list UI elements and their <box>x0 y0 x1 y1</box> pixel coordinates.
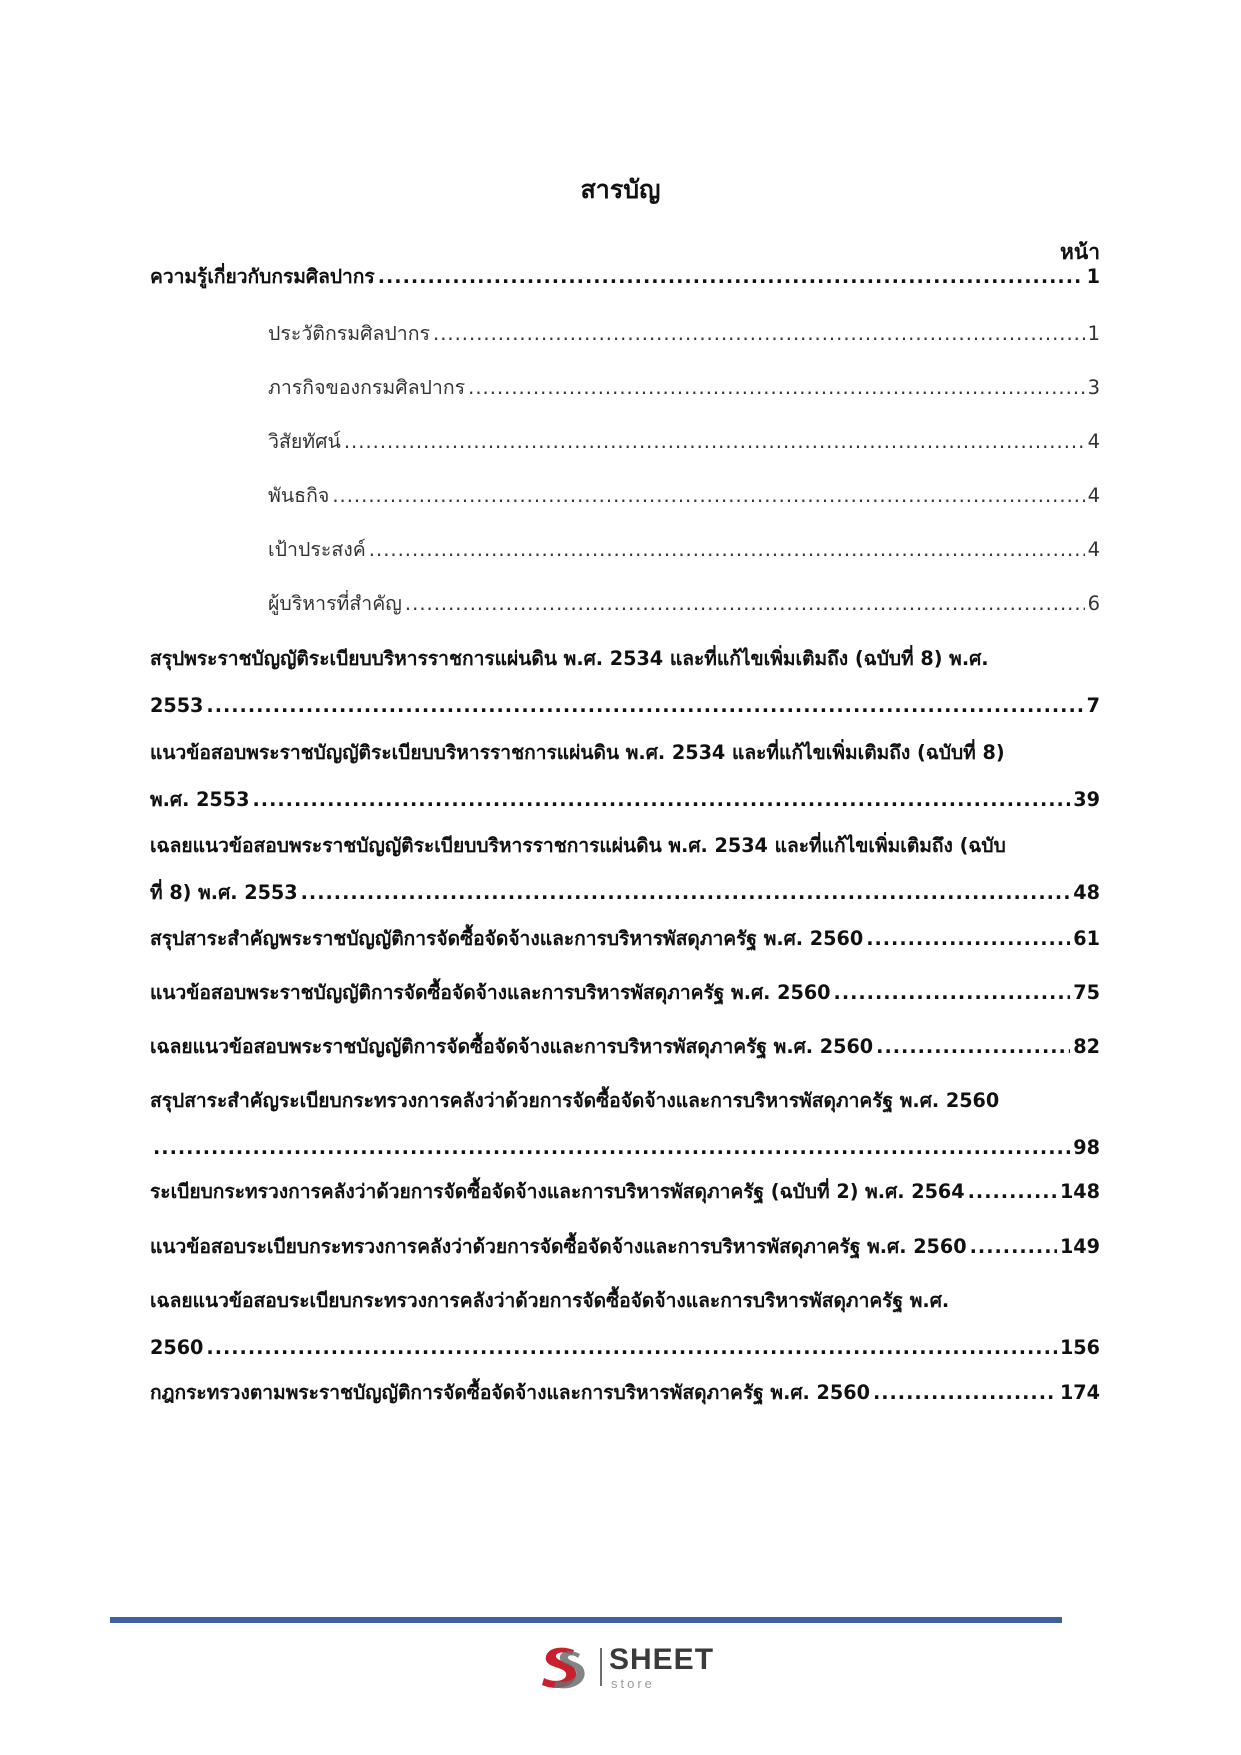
dot-leader <box>253 784 1071 816</box>
toc-entry-title: ภารกิจของกรมศิลปากร <box>268 376 466 399</box>
dot-leader <box>206 690 1083 722</box>
toc-entry-page: 3 <box>1087 376 1100 399</box>
logo-s-mark-icon <box>542 1648 585 1689</box>
toc-entry-title: ระเบียบกระทรวงการคลังว่าด้วยการจัดซื้อจัดจ้างและการบริหารพัสดุภาครัฐ (ฉบับที่ 2) พ.ศ. 2564 <box>150 1180 965 1203</box>
toc-entry-page: 82 <box>1073 1035 1100 1058</box>
toc-entry-page: 48 <box>1073 881 1100 904</box>
toc-entry-title: 2560 <box>150 1336 204 1359</box>
toc-entry-page: 1 <box>1087 322 1100 345</box>
footer-rule <box>110 1617 1062 1623</box>
toc-entry-title: เฉลยแนวข้อสอบพระราชบัญญัติระเบียบบริหารราชการแผ่นดิน พ.ศ. 2534 และที่แก้ไขเพิ่มเติมถึง (ฉบับ <box>150 834 1006 857</box>
toc-entry-page: 4 <box>1087 484 1100 507</box>
toc-entry-title: วิสัยทัศน์ <box>268 430 341 453</box>
toc-entry-page: 148 <box>1059 1180 1100 1203</box>
toc-entry-page: 4 <box>1087 430 1100 453</box>
dot-leader <box>876 1031 1070 1063</box>
dot-leader <box>866 923 1070 955</box>
dot-leader <box>344 426 1085 458</box>
toc-entry-page: 98 <box>1073 1136 1100 1159</box>
toc-entry-page: 75 <box>1073 981 1100 1004</box>
toc-entry-page: 156 <box>1059 1336 1100 1359</box>
toc-entry-title: 2553 <box>150 694 204 717</box>
toc-entry-title: ประวัติกรมศิลปากร <box>268 322 431 345</box>
toc-title: สารบัญ <box>580 175 661 204</box>
logo-subtext: store <box>611 1676 655 1691</box>
toc-entry-title: พ.ศ. 2553 <box>150 788 250 811</box>
toc-entry-page: 7 <box>1086 694 1100 717</box>
toc-entry-title: สรุปสาระสำคัญพระราชบัญญัติการจัดซื้อจัดจ้างและการบริหารพัสดุภาครัฐ พ.ศ. 2560 <box>150 927 864 950</box>
toc-entry-title: ผู้บริหารที่สำคัญ <box>268 592 402 615</box>
toc-entry-title: กฎกระทรวงตามพระราชบัญญัติการจัดซื้อจัดจ้างและการบริหารพัสดุภาครัฐ พ.ศ. 2560 <box>150 1381 870 1404</box>
dot-leader <box>834 977 1071 1009</box>
toc-entry-title: แนวข้อสอบพระราชบัญญัติระเบียบบริหารราชการแผ่นดิน พ.ศ. 2534 และที่แก้ไขเพิ่มเติมถึง (ฉบับที่ 8) <box>150 741 1005 764</box>
dot-leader <box>970 1231 1057 1263</box>
toc-entry-title: สรุปพระราชบัญญัติระเบียบบริหารราชการแผ่นดิน พ.ศ. 2534 และที่แก้ไขเพิ่มเติมถึง (ฉบับที่ 8) พ.ศ. <box>150 647 989 670</box>
toc-entry-title: พันธกิจ <box>268 484 330 507</box>
logo-wordmark: SHEET <box>609 1643 715 1676</box>
dot-leader <box>369 534 1085 566</box>
toc-entry-title: ความรู้เกี่ยวกับกรมศิลปากร <box>150 265 375 288</box>
dot-leader <box>873 1377 1057 1409</box>
toc-entry-page: 1 <box>1086 265 1100 288</box>
toc-entry-page: 6 <box>1087 592 1100 615</box>
toc-entry-title: เฉลยแนวข้อสอบพระราชบัญญัติการจัดซื้อจัดจ้างและการบริหารพัสดุภาครัฐ พ.ศ. 2560 <box>150 1035 874 1058</box>
toc-entry-page: 39 <box>1073 788 1100 811</box>
toc-entry-page: 174 <box>1059 1381 1100 1404</box>
dot-leader <box>153 1132 1070 1164</box>
toc-entry-page: 4 <box>1087 538 1100 561</box>
toc-entry-page: 149 <box>1059 1235 1100 1258</box>
toc-entry-title: ที่ 8) พ.ศ. 2553 <box>150 881 298 904</box>
dot-leader <box>433 318 1085 350</box>
dot-leader <box>468 372 1084 404</box>
toc-entry-title: แนวข้อสอบระเบียบกระทรวงการคลังว่าด้วยการจัดซื้อจัดจ้างและการบริหารพัสดุภาครัฐ พ.ศ. 2560 <box>150 1235 967 1258</box>
dot-leader <box>378 261 1084 293</box>
table-of-contents <box>150 0 1100 1600</box>
toc-entry-page: 61 <box>1073 927 1100 950</box>
dot-leader <box>301 877 1071 909</box>
toc-entry-title: เป้าประสงค์ <box>268 538 366 561</box>
dot-leader <box>206 1332 1057 1364</box>
toc-entry-title: เฉลยแนวข้อสอบระเบียบกระทรวงการคลังว่าด้วยการจัดซื้อจัดจ้างและการบริหารพัสดุภาครัฐ พ.ศ. <box>150 1289 950 1312</box>
dot-leader <box>332 480 1084 512</box>
toc-entry-title: สรุปสาระสำคัญระเบียบกระทรวงการคลังว่าด้วยการจัดซื้อจัดจ้างและการบริหารพัสดุภาครัฐ พ.ศ. 2560 <box>150 1089 1000 1112</box>
dot-leader <box>405 588 1085 620</box>
page-column-header: หน้า <box>1060 240 1100 264</box>
toc-entry-title: แนวข้อสอบพระราชบัญญัติการจัดซื้อจัดจ้างและการบริหารพัสดุภาครัฐ พ.ศ. 2560 <box>150 981 831 1004</box>
dot-leader <box>968 1176 1057 1208</box>
